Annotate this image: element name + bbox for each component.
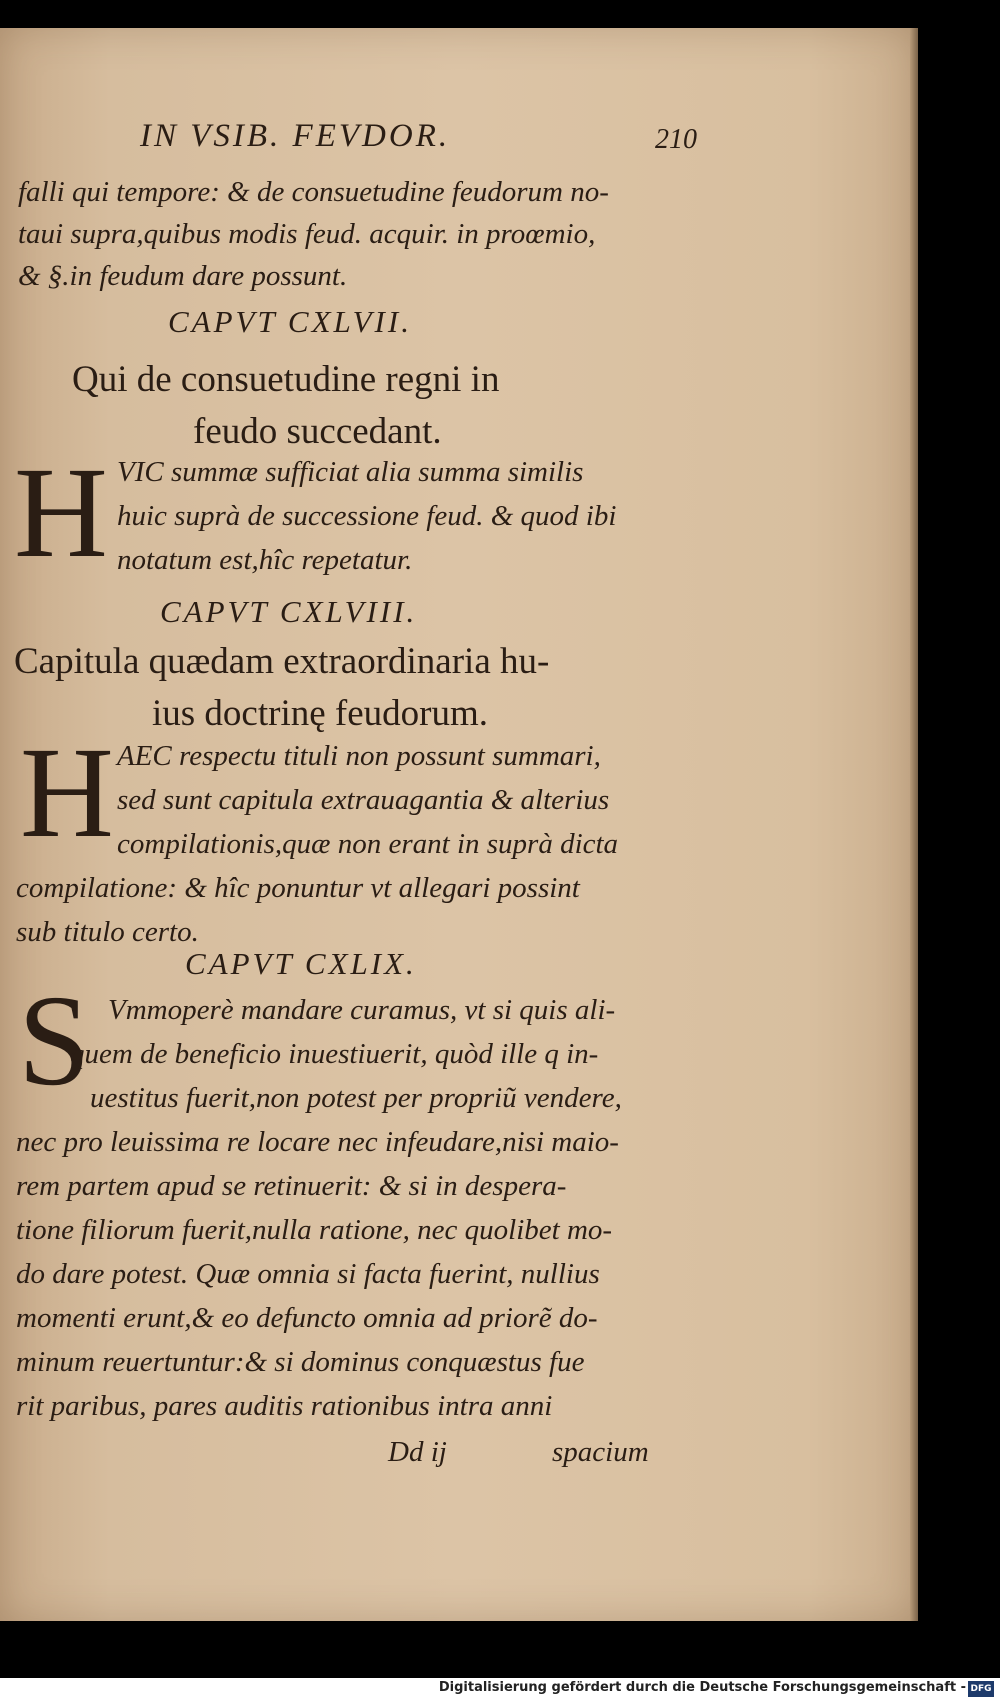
credit-text: Digitalisierung gefördert durch die Deutsche Forschungsgemeinschaft - xyxy=(438,1680,966,1695)
catchword: spacium xyxy=(552,1436,649,1468)
text-line: & §.in feudum dare possunt. xyxy=(18,260,348,292)
chapter-title: feudo succedant. xyxy=(193,411,442,452)
chapter-heading: CAPVT CXLVII. xyxy=(168,304,412,339)
page-edge xyxy=(910,28,918,1621)
text-line: rit paribus, pares auditis rationibus intra anni xyxy=(16,1390,553,1422)
initial-letter: S xyxy=(18,969,91,1113)
signature-mark: Dd ij xyxy=(388,1436,447,1468)
text-line: sed sunt capitula extrauagantia & alterius xyxy=(117,784,610,816)
text-line: rem partem apud se retinuerit: & si in despera- xyxy=(16,1170,567,1202)
text-line: huic suprà de successione feud. & quod ibi xyxy=(117,500,617,532)
digitization-credit-bar xyxy=(0,1678,1000,1701)
text-line: nec pro leuissima re locare nec infeudare,nisi maio- xyxy=(16,1126,619,1158)
chapter-title: Qui de consuetudine regni in xyxy=(72,359,500,400)
dfg-logo: DFG xyxy=(968,1681,994,1697)
chapter-heading: CAPVT CXLIX. xyxy=(185,946,417,981)
page-number: 210 xyxy=(655,124,697,155)
text-line: AEC respectu tituli non possunt summari, xyxy=(117,740,601,772)
chapter-title: ius doctrinę feudorum. xyxy=(152,693,488,734)
text-line: tione filiorum fuerit,nulla ratione, nec quolibet mo- xyxy=(16,1214,613,1246)
text-line: quem de beneficio inuestiuerit, quòd ille q in- xyxy=(70,1038,599,1070)
chapter-title: Capitula quædam extraordinaria hu- xyxy=(14,641,550,682)
text-line: uestitus fuerit,non potest per propriũ vendere, xyxy=(90,1082,622,1114)
text-line: notatum est,hîc repetatur. xyxy=(117,544,413,576)
text-line: do dare potest. Quæ omnia si facta fuerint, nullius xyxy=(16,1258,600,1290)
text-line: taui supra,quibus modis feud. acquir. in proœmio, xyxy=(18,218,596,250)
text-line: minum reuertuntur:& si dominus conquæstus fue xyxy=(16,1346,585,1378)
text-line: compilatione: & hîc ponuntur vt allegari possint xyxy=(16,872,580,904)
text-line: sub titulo certo. xyxy=(16,916,199,948)
running-title: IN VSIB. FEVDOR. xyxy=(140,118,451,154)
book-page xyxy=(0,28,918,1621)
initial-letter: H xyxy=(14,441,108,585)
text-line: Vmmoperè mandare curamus, vt si quis ali- xyxy=(108,994,616,1026)
text-line: falli qui tempore: & de consuetudine feudorum no- xyxy=(18,176,609,208)
chapter-heading: CAPVT CXLVIII. xyxy=(160,594,418,629)
text-line: compilationis,quæ non erant in suprà dicta xyxy=(117,828,619,860)
text-line: VIC summæ sufficiat alia summa similis xyxy=(117,456,584,488)
text-line: momenti erunt,& eo defuncto omnia ad priorẽ do- xyxy=(16,1302,598,1334)
initial-letter: H xyxy=(20,721,114,865)
